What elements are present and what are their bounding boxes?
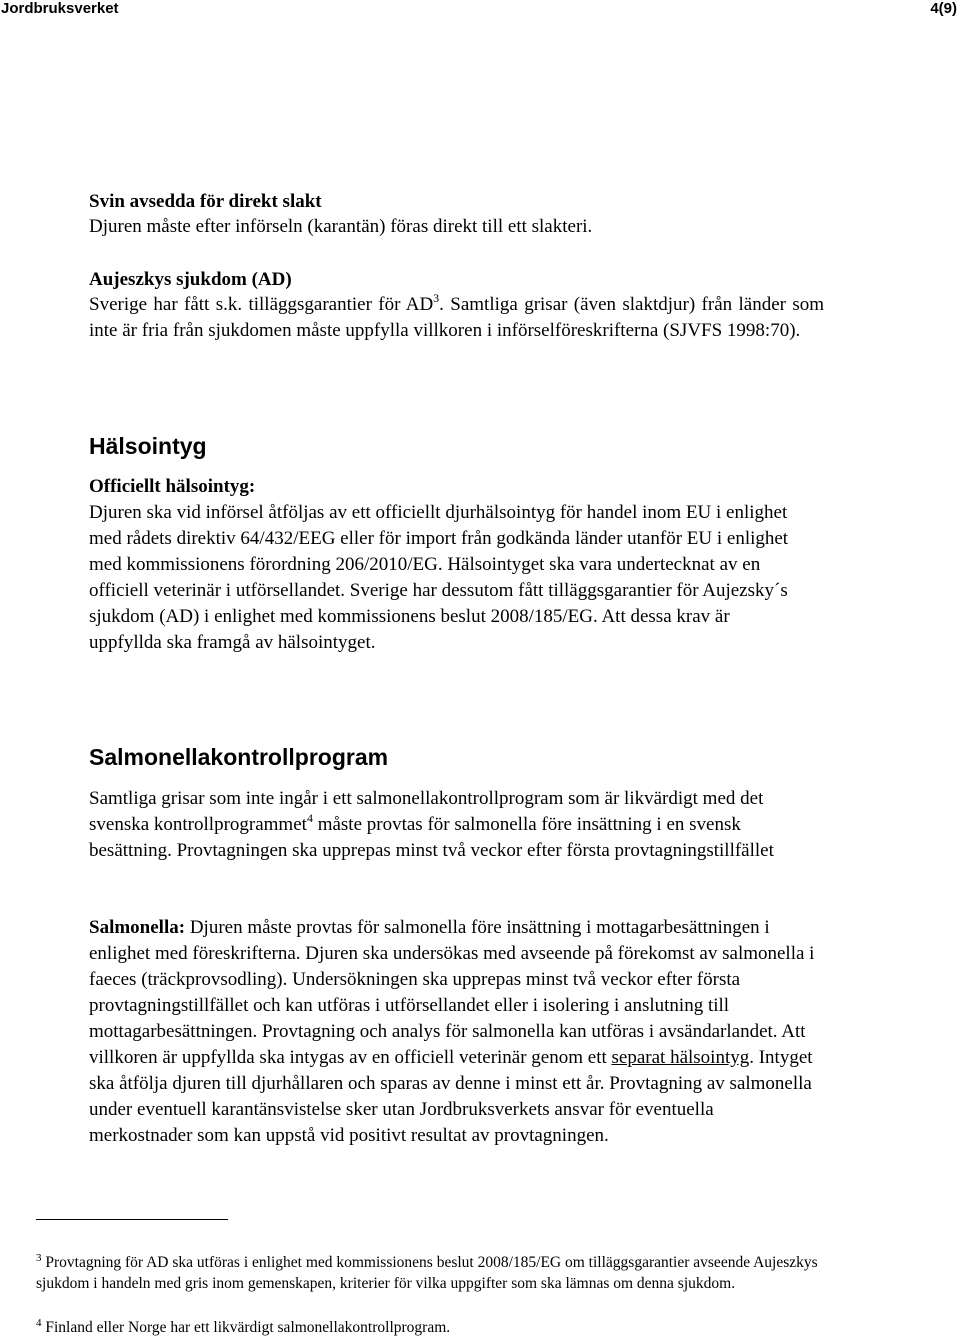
footnote-3-text: Provtagning för AD ska utföras i enlighet med kommissionens beslut 2008/185/EG om tilläggsgarantier avseende Aujeszkys sjukdom i handeln med gris inom gemenskapen, kriterier för vilka uppgifter som ska lämnas om denna sjukdom. xyxy=(36,1254,818,1292)
separat-halsointyg-link[interactable]: separat hälsointyg xyxy=(611,1047,750,1068)
salmonella-program-text-part2: måste provtas för salmonella före insättning i en svensk besättning. Provtagningen ska upprepas minst två veckor efter första provtagningstillfället xyxy=(89,814,774,861)
footnote-ref-4[interactable]: 4 xyxy=(306,811,313,825)
salmonella-program-text-part1: Samtliga grisar som inte ingår i ett salmonellakontrollprogram som är likvärdigt med det svenska kontrollprogrammet xyxy=(89,788,764,835)
svin-text: Djuren måste efter införseln (karantän) föras direkt till ett slakteri. xyxy=(89,216,593,237)
page-number: 4(9) xyxy=(930,0,957,17)
aujeszky-text-part2: . Samtliga grisar (även slaktdjur) från länder som inte är fria från sjukdomen måste uppfylla villkoren i införselföreskrifterna (SJVFS 1998:70). xyxy=(89,294,824,341)
footnote-4-text: Finland eller Norge har ett likvärdigt salmonellakontrollprogram. xyxy=(41,1319,451,1336)
organization-name: Jordbruksverket xyxy=(1,0,119,17)
salmonella-paragraph-part2: . Intyget ska åtfölja djuren till djurhållaren och sparas av denne i minst ett år. Provtagning av salmonella under eventuell karantänsvistelse sker utan Jordbruksverkets ansvar för eventuella merkostnader som kan uppstå vid positivt resultat av provtagningen. xyxy=(89,1047,813,1146)
salmonella-paragraph xyxy=(89,915,817,1149)
footnote-ref-3[interactable]: 3 xyxy=(433,291,440,305)
footnote-separator xyxy=(36,1219,228,1220)
aujeszky-text-part1: Sverige har fått s.k. tilläggsgarantier för AD xyxy=(89,294,434,315)
footnote-4-number: 4 xyxy=(36,1317,42,1329)
page-header xyxy=(0,0,960,20)
halsointyg-body: Djuren ska vid införsel åtföljas av ett officiellt djurhälsointyg för handel inom EU i enlighet med rådets direktiv 64/432/EEG eller för import från godkända länder utanför EU i enlighet med kommissionens förordning 206/2010/EG. Hälsointyget ska vara undertecknat av en officiell veterinär i utförsellandet. Sverige har dessutom fått tilläggsgarantier för Aujezsky´s sjukdom (AD) i enlighet med kommissionens beslut 2008/185/EG. Att dessa krav är uppfyllda ska framgå av hälsointyget. xyxy=(89,502,789,653)
aujeszky-heading: Aujeszkys sjukdom (AD) xyxy=(89,269,292,290)
salmonella-program-heading: Salmonellakontrollprogram xyxy=(89,744,389,770)
footnote-4 xyxy=(36,1317,836,1338)
footnote-3-number: 3 xyxy=(36,1252,42,1264)
aujeszky-text xyxy=(89,292,824,344)
footnote-3 xyxy=(36,1252,836,1294)
svin-heading: Svin avsedda för direkt slakt xyxy=(89,191,322,212)
salmonella-label: Salmonella: xyxy=(89,917,186,938)
salmonella-paragraph-part1: Djuren måste provtas för salmonella före insättning i mottagarbesättningen i enlighet med föreskrifterna. Djuren ska undersökas med avseende på förekomst av salmonella i faeces (träckprovsodling). Undersökningen ska upprepas minst två veckor efter första provtagningstillfället och kan utföras i utförsellandet eller i isolering i anslutning till mottagarbesättningen. Provtagning och analys för salmonella kan utföras i avsändarlandet. Att villkoren är uppfyllda ska intygas av en officiell veterinär genom ett xyxy=(89,917,815,1068)
halsointyg-heading: Hälsointyg xyxy=(89,433,207,459)
halsointyg-subheading: Officiellt hälsointyg: xyxy=(89,476,256,497)
salmonella-program-text xyxy=(89,786,817,864)
